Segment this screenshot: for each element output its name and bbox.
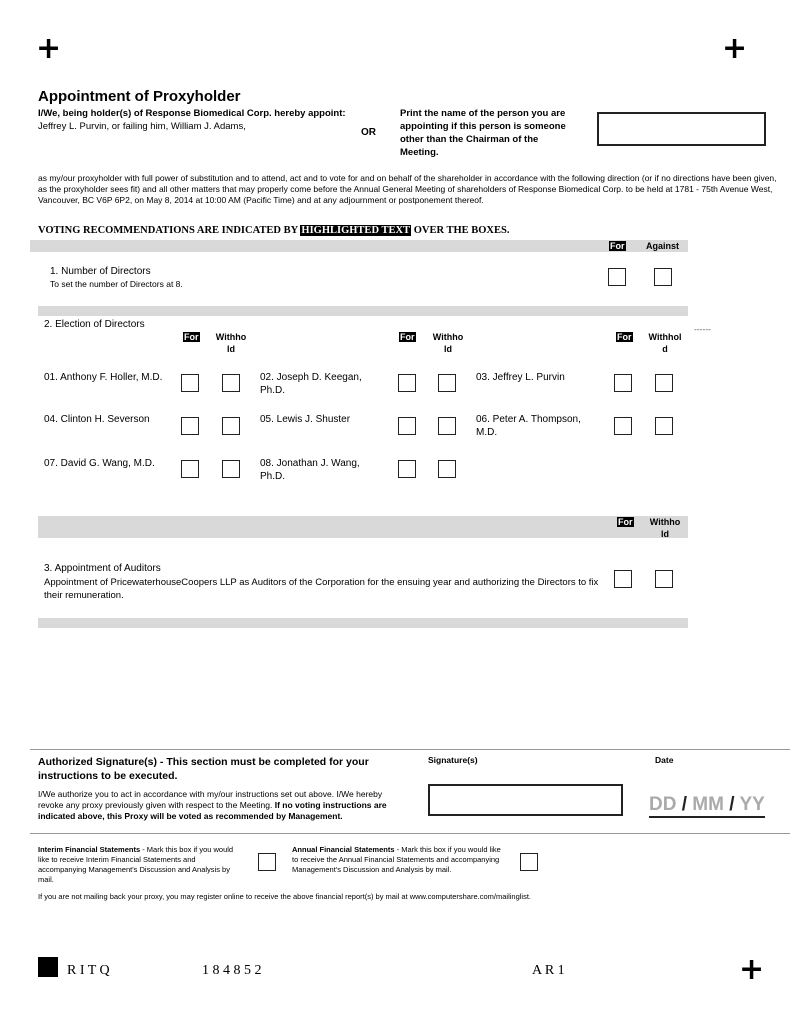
director-06: 06. Peter A. Thompson, M.D.	[476, 414, 581, 438]
signature-body	[38, 789, 398, 822]
item2-col1-withhold-label: Withho ld	[215, 332, 247, 354]
interim-statements-checkbox[interactable]	[258, 853, 276, 871]
director-08-withhold-checkbox[interactable]	[438, 460, 456, 478]
director-01-withhold-checkbox[interactable]	[222, 374, 240, 392]
item3-footer-band	[38, 618, 688, 628]
online-registration-text: If you are not mailing back your proxy, you may register online to receive the above financial report(s) by mail at www.computershare.com/mailinglist.	[38, 892, 531, 901]
director-07: 07. David G. Wang, M.D.	[44, 458, 155, 469]
director-02-withhold-checkbox[interactable]	[438, 374, 456, 392]
director-03-withhold-checkbox[interactable]	[655, 374, 673, 392]
director-08: 08. Jonathan J. Wang, Ph.D.	[260, 458, 360, 482]
page-title: Appointment of Proxyholder	[38, 88, 241, 105]
or-label: OR	[361, 127, 376, 138]
footer-code-number: 1 8 4 8 5 2	[202, 963, 262, 978]
registration-mark-top-left: +	[36, 31, 62, 66]
item3-desc: Appointment of PricewaterhouseCoopers LLP as Auditors of the Corporation for the ensuing year and authorizing the Directors to fix their remuneration.	[44, 577, 599, 601]
registration-mark-top-right: +	[722, 31, 748, 66]
signature-divider-bottom	[30, 833, 790, 834]
appoint-line1: I/We, being holder(s) of Response Biomedical Corp. hereby appoint:	[38, 108, 346, 119]
signature-divider-top	[30, 749, 790, 750]
director-06-for-checkbox[interactable]	[614, 417, 632, 435]
director-07-for-checkbox[interactable]	[181, 460, 199, 478]
voting-highlight: HIGHLIGHTED TEXT	[301, 225, 411, 236]
item1-against-label: Against	[646, 241, 680, 251]
dashes: ------	[694, 324, 711, 334]
voting-prefix: VOTING RECOMMENDATIONS ARE INDICATED BY	[38, 225, 298, 236]
director-06-withhold-checkbox[interactable]	[655, 417, 673, 435]
date-input[interactable]	[649, 794, 765, 818]
item3-title: 3. Appointment of Auditors	[44, 563, 161, 574]
interim-desc: - Mark this box if you would like to receive Interim Financial Statements and accompanying Management's Discussion and Analysis by mail.	[38, 845, 234, 884]
item3-for-label: For	[618, 517, 633, 527]
appoint-line2: Jeffrey L. Purvin, or failing him, William J. Adams,	[38, 121, 246, 132]
footer-code-ar1: A R 1	[532, 963, 565, 978]
footer-code-ritq: R I T Q	[67, 963, 110, 978]
signature-heading: Authorized Signature(s) - This section must be completed for your instructions to be executed.	[38, 756, 369, 782]
date-mm: MM	[692, 794, 724, 815]
director-02: 02. Joseph D. Keegan, Ph.D.	[260, 372, 362, 396]
director-04-withhold-checkbox[interactable]	[222, 417, 240, 435]
director-04: 04. Clinton H. Severson	[44, 414, 150, 425]
item3-withhold-checkbox[interactable]	[655, 570, 673, 588]
item3-header-band	[38, 516, 688, 538]
director-03: 03. Jeffrey L. Purvin	[476, 372, 565, 383]
voting-suffix: OVER THE BOXES.	[413, 225, 510, 236]
signature-input[interactable]	[428, 784, 623, 816]
interim-bold: Interim Financial Statements	[38, 845, 141, 854]
item2-col1-for-label: For	[184, 332, 199, 342]
item1-for-checkbox[interactable]	[608, 268, 626, 286]
item1-for-label: For	[610, 241, 625, 251]
interim-statements-text	[38, 845, 238, 885]
signature-body-bold: If no voting instructions are indicated above, this Proxy will be voted as recommended by Management.	[38, 800, 387, 821]
voting-recommendation-note	[38, 225, 509, 236]
date-dd: DD	[649, 794, 677, 815]
proxyholder-name-input[interactable]	[597, 112, 766, 146]
director-01: 01. Anthony F. Holler, M.D.	[44, 372, 163, 383]
item1-against-checkbox[interactable]	[654, 268, 672, 286]
proxy-authority-text: as my/our proxyholder with full power of substitution and to attend, act and to vote for and on behalf of the shareholder in accordance with the following direction (or if no directions have been given, as the proxyholder sees fit) and all other matters that may properly come before the Annual General Meeting of shareholders of Response Biomedical Corp. to be held at 1781 - 75th Avenue West, Vancouver, BC V6P 6P2, on May 8, 2014 at 10:00 AM (Pacific Time) and at any adjournment or postponement thereof.	[38, 173, 777, 205]
print-name-instruction: Print the name of the person you are appointing if this person is someone other than the Chairman of the Meeting.	[400, 108, 566, 158]
director-05-withhold-checkbox[interactable]	[438, 417, 456, 435]
annual-statements-text	[292, 845, 507, 875]
director-05-for-checkbox[interactable]	[398, 417, 416, 435]
director-04-for-checkbox[interactable]	[181, 417, 199, 435]
item3-withhold-label: Withho ld	[649, 517, 681, 539]
date-yy: YY	[739, 794, 765, 815]
director-03-for-checkbox[interactable]	[614, 374, 632, 392]
date-slash-2: /	[729, 794, 735, 815]
item3-for-checkbox[interactable]	[614, 570, 632, 588]
registration-mark-bottom-right: +	[739, 952, 765, 987]
item2-header-band	[38, 306, 688, 316]
item1-title: 1. Number of Directors	[50, 266, 151, 277]
signature-label: Signature(s)	[428, 755, 478, 765]
item2-col3-withhold-label: Withhol d	[648, 332, 682, 354]
annual-desc: - Mark this box if you would like to receive the Annual Financial Statements and accompanying Management's Discussion and Analysis by mail.	[292, 845, 501, 874]
item2-col2-for-label: For	[400, 332, 415, 342]
date-slash-1: /	[681, 794, 688, 815]
annual-bold: Annual Financial Statements	[292, 845, 395, 854]
item2-col3-for-label: For	[617, 332, 632, 342]
signature-body-text: I/We authorize you to act in accordance with my/our instructions set out above. I/We hereby revoke any proxy previously given with respect to the Meeting.	[38, 789, 383, 810]
item1-desc: To set the number of Directors at 8.	[50, 279, 183, 289]
director-02-for-checkbox[interactable]	[398, 374, 416, 392]
footer-black-square	[38, 957, 58, 977]
director-01-for-checkbox[interactable]	[181, 374, 199, 392]
director-05: 05. Lewis J. Shuster	[260, 414, 351, 425]
item2-title: 2. Election of Directors	[44, 319, 145, 330]
item2-col2-withhold-label: Withho ld	[432, 332, 464, 354]
director-07-withhold-checkbox[interactable]	[222, 460, 240, 478]
item1-header-band	[30, 240, 688, 252]
date-label: Date	[655, 755, 674, 765]
director-08-for-checkbox[interactable]	[398, 460, 416, 478]
annual-statements-checkbox[interactable]	[520, 853, 538, 871]
